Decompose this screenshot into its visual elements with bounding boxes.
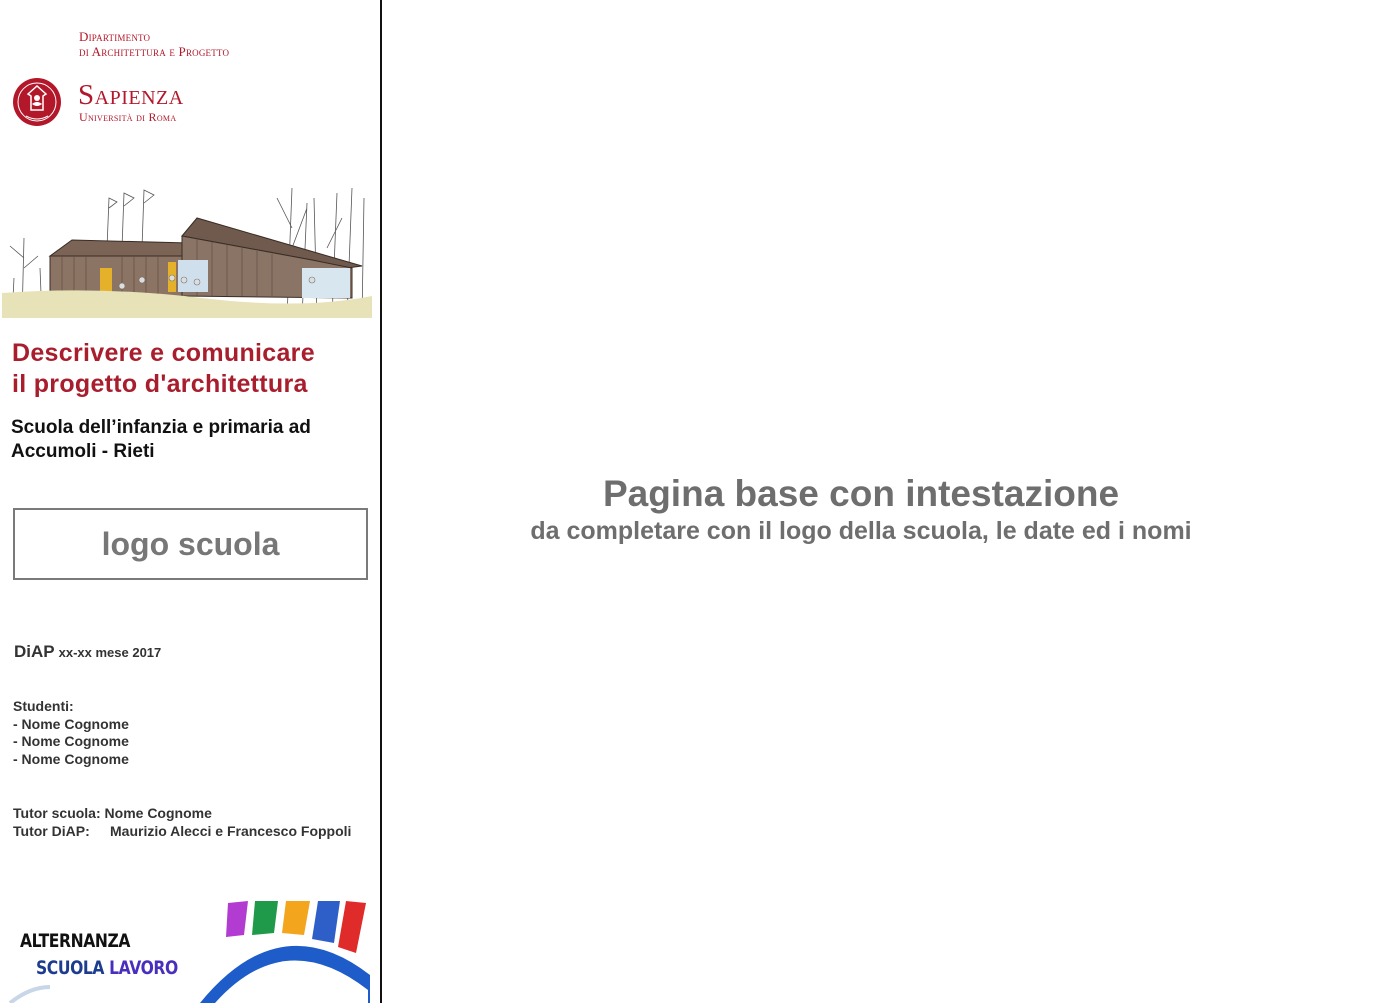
department-line-2: di Architettura e Progetto	[79, 44, 230, 59]
students-label: Studenti:	[13, 698, 74, 714]
diap-label: DiAP	[14, 642, 55, 661]
project-title	[12, 338, 377, 400]
project-subtitle-line-1: Scuola dell’infanzia e primaria ad	[11, 417, 311, 438]
department-name	[79, 29, 229, 59]
asl-scuola: SCUOLA	[36, 957, 105, 979]
tutor-diap-row	[13, 823, 351, 841]
sapienza-seal-logo	[12, 74, 62, 132]
asl-lavoro: LAVORO	[109, 957, 178, 979]
tutor-diap-label: Tutor DiAP:	[13, 822, 90, 839]
tutor-diap-value: Maurizio Alecci e Francesco Foppoli	[110, 822, 352, 839]
department-line-1: Dipartimento	[79, 29, 151, 44]
student-name: - Nome Cognome	[13, 715, 129, 732]
project-title-line-1: Descrivere e comunicare	[12, 339, 315, 367]
tutors-block	[13, 805, 351, 840]
tutor-school-label: Tutor scuola:	[13, 805, 101, 821]
main-subheading: da completare con il logo della scuola, le date ed i nomi	[530, 517, 1192, 545]
school-logo-placeholder-label: logo scuola	[101, 525, 280, 562]
main-heading: Pagina base con intestazione	[602, 473, 1120, 514]
university-subtitle: Università di Roma	[79, 110, 177, 124]
asl-line-1: ALTERNANZA	[20, 930, 131, 952]
tutor-school-value: Nome Cognome	[104, 805, 212, 821]
asl-line-2	[36, 957, 178, 979]
students-list	[13, 698, 129, 768]
date-text: xx-xx mese 2017	[58, 645, 162, 660]
main-heading-block	[382, 472, 1340, 546]
university-name: Sapienza	[78, 79, 184, 111]
project-subtitle	[11, 416, 376, 464]
project-title-line-2: il progetto d'architettura	[12, 370, 308, 398]
project-subtitle-line-2: Accumoli - Rieti	[11, 441, 155, 462]
school-building-sketch	[2, 168, 372, 318]
student-name: - Nome Cognome	[13, 733, 129, 749]
diap-date	[14, 642, 161, 662]
school-logo-placeholder	[13, 508, 368, 580]
header-sidebar	[0, 0, 380, 1003]
student-name: - Nome Cognome	[13, 750, 129, 767]
tutor-school-row	[13, 805, 351, 823]
